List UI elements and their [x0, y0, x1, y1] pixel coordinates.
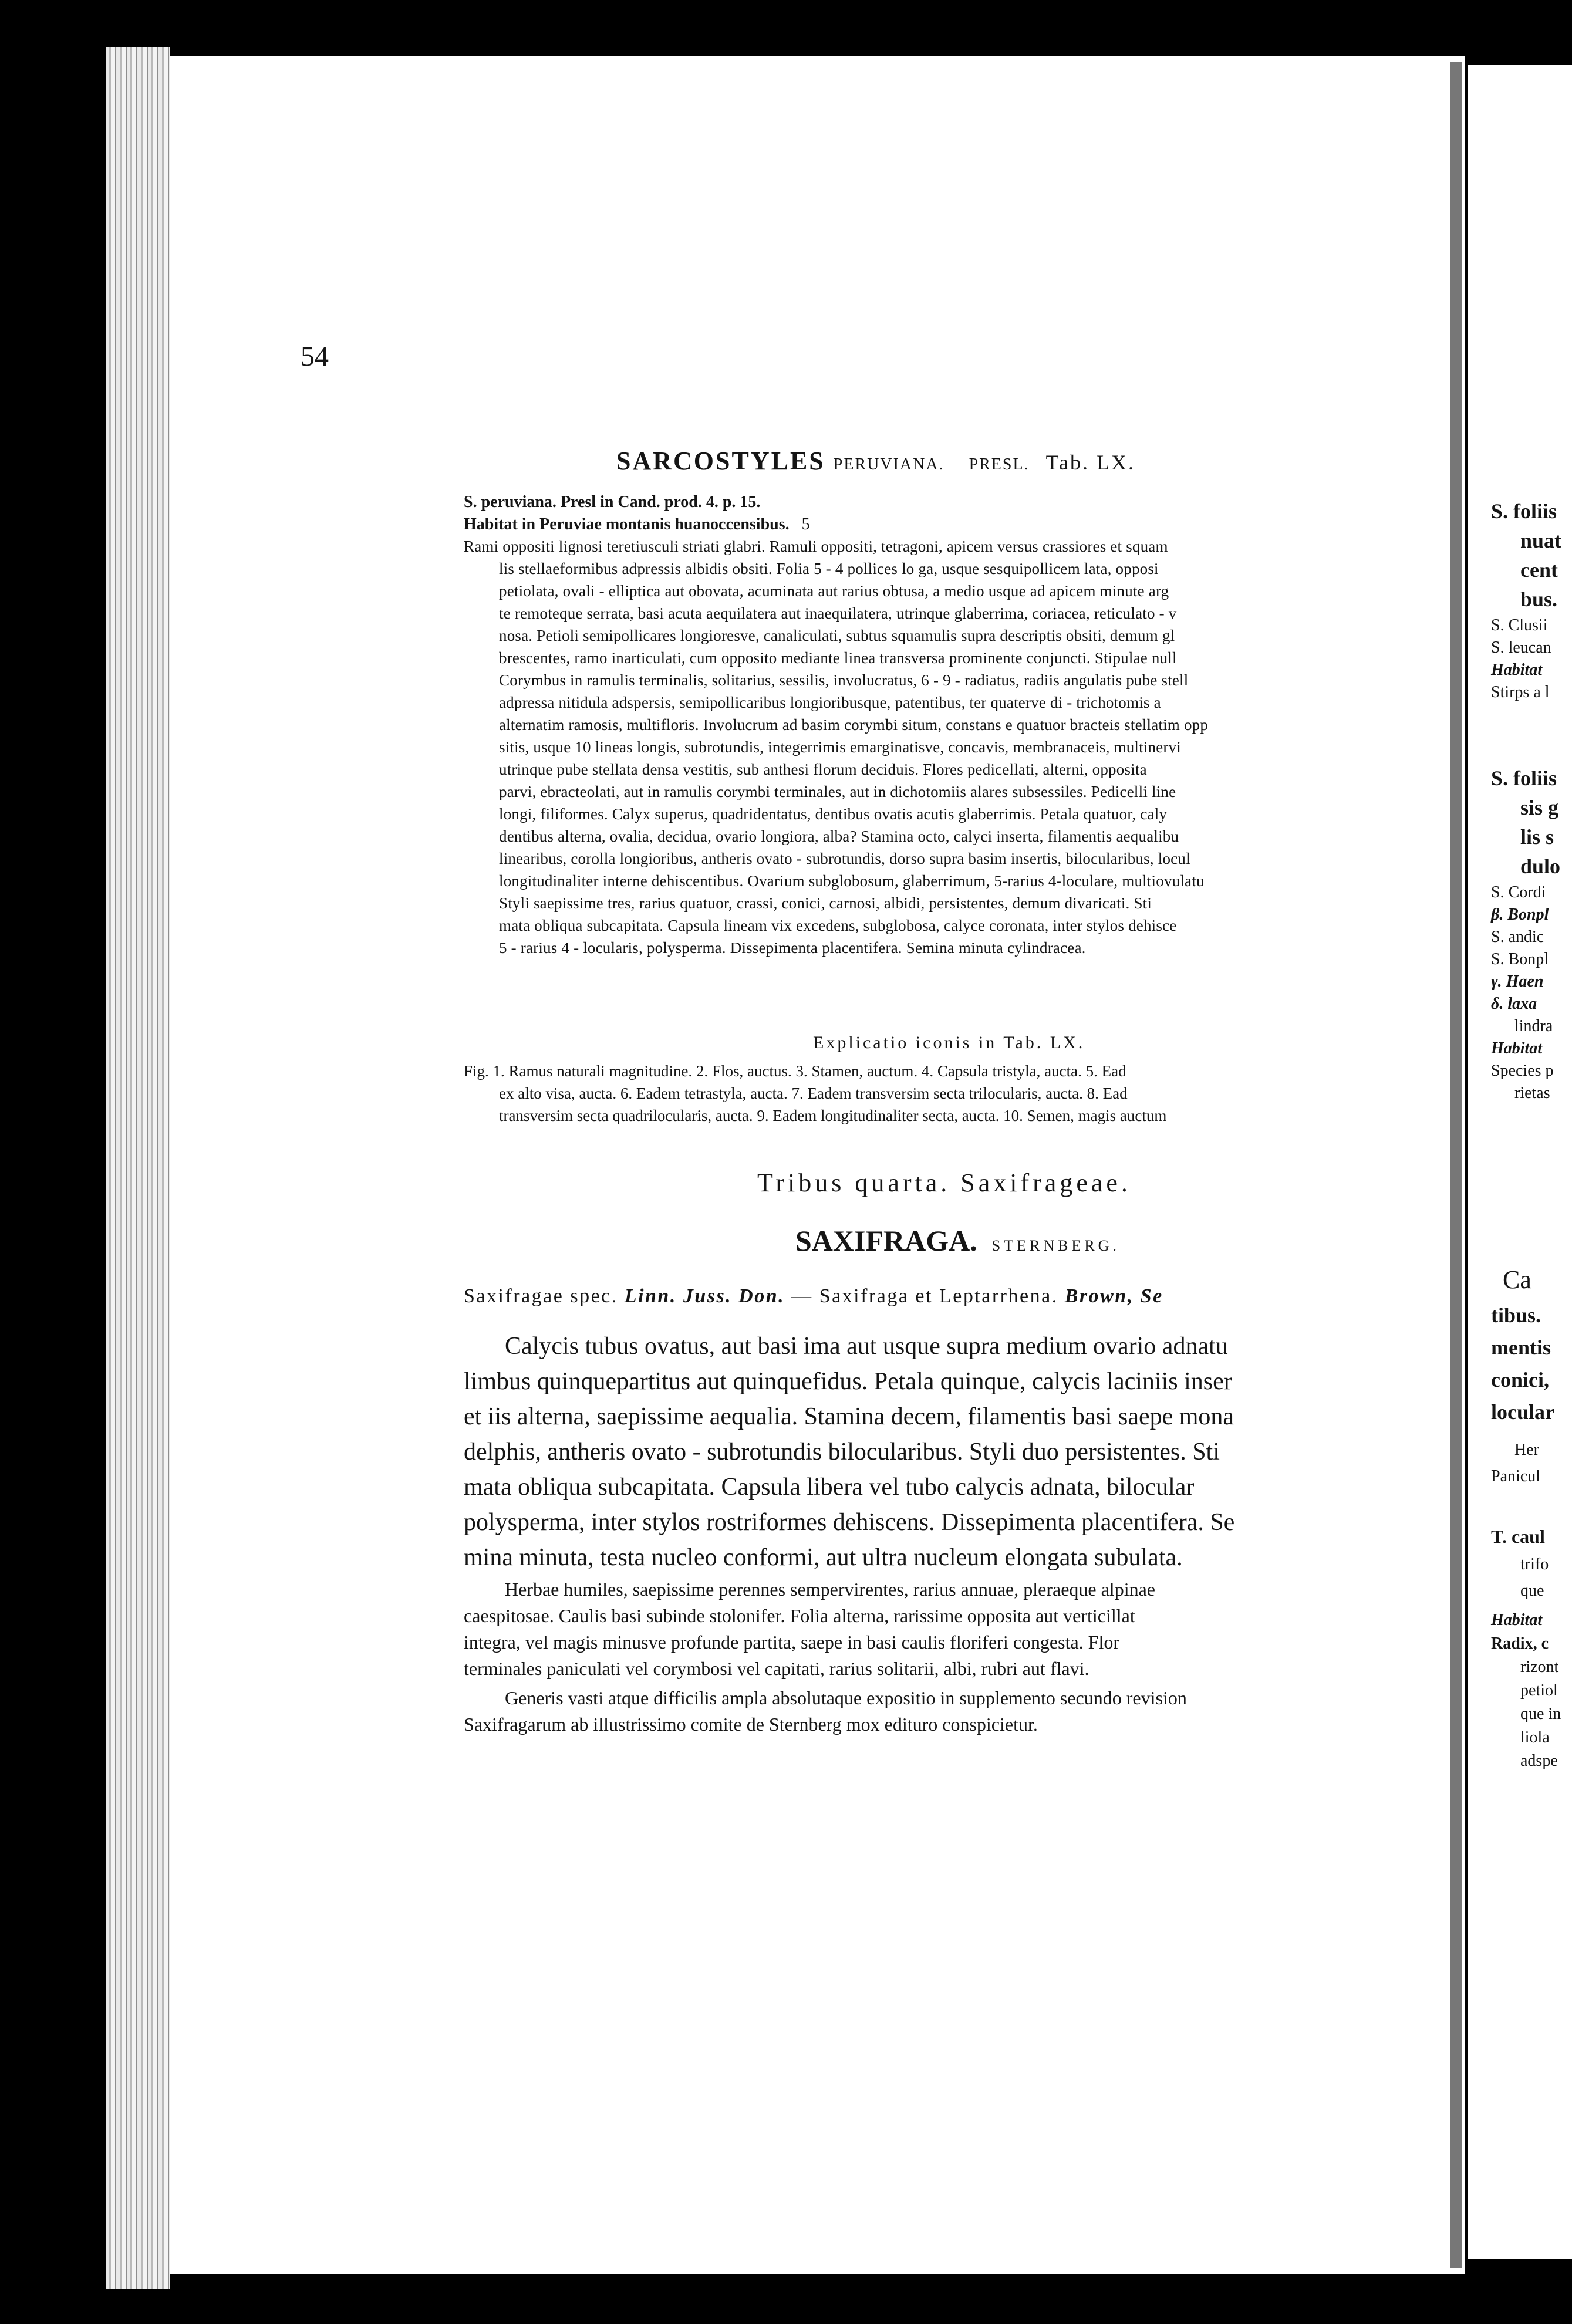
adjacent-fragment: petiol — [1520, 1681, 1558, 1700]
description-line: adpressa nitidula adspersis, semipollicaribus longioribusque, patentibus, ter quaterve di - trichotomis a — [499, 694, 1161, 711]
description-line: dentibus alterna, ovalia, decidua, ovario longiora, alba? Stamina octo, calyci inserta, filamentis aequalibu — [499, 827, 1179, 845]
adjacent-fragment: nuat — [1520, 529, 1562, 552]
saxifraga-author: STERNBERG. — [991, 1237, 1120, 1254]
adjacent-fragment: bus. — [1520, 587, 1558, 611]
description-line: longi, filiformes. Calyx superus, quadridentatus, dentibus ovatis acutis glaberrimis. Petala quatuor, caly — [499, 805, 1168, 823]
adjacent-fragment: que in — [1520, 1705, 1561, 1723]
synonym-name: S. peruviana. — [464, 493, 556, 511]
herbae-line: terminales paniculati vel corymbosi vel capitati, rarius solitarii, albi, rubri aut flavi. — [464, 1658, 1089, 1679]
adjacent-fragment: β. Bonpl — [1491, 906, 1549, 924]
description-line: nosa. Petioli semipollicares longioresve, canaliculati, subtus squamulis supra descriptis obsiti, demum gl — [499, 627, 1175, 644]
explicatio-heading: Explicatio iconis in Tab. LX. — [813, 1033, 1085, 1052]
description-line: lis stellaeformibus adpressis albidis obsiti. Folia 5 - 4 pollices lo ga, usque sesquipollicem lata, opposi — [499, 560, 1159, 577]
adjacent-fragment: Panicul — [1491, 1467, 1540, 1485]
herbae-line: caespitosae. Caulis basi subinde stolonifer. Folia alterna, rarissime opposita aut verticillat — [464, 1605, 1135, 1626]
adjacent-fragment: S. leucan — [1491, 639, 1551, 657]
sarcostyles-genus: SARCOSTYLES — [616, 447, 825, 475]
description-line: utrinque pube stellata densa vestitis, sub anthesi florum deciduis. Flores pedicellati, alterni, opposita — [499, 761, 1147, 778]
adjacent-fragment: Habitat — [1491, 1039, 1543, 1058]
character-line: mata obliqua subcapitata. Capsula libera vel tubo calycis adnata, bilocular — [464, 1474, 1195, 1501]
adjacent-fragment: conici, — [1491, 1368, 1549, 1391]
description-line: sitis, usque 10 lineas longis, subrotundis, integerrimis emarginatisve, concavis, membranaceis, multinervi — [499, 738, 1181, 756]
adjacent-fragment: γ. Haen — [1491, 972, 1544, 991]
adjacent-fragment: rietas — [1514, 1084, 1550, 1102]
description-line: brescentes, ramo inarticulati, cum opposito mediante linea transversa prominente conjuncti. Stipulae null — [499, 649, 1177, 667]
adjacent-fragment: S. andic — [1491, 928, 1544, 946]
sarcostyles-habitat: Habitat in Peruviae montanis huanoccensibus. 5 — [464, 515, 810, 533]
adjacent-fragment: δ. laxa — [1491, 995, 1537, 1013]
adjacent-fragment: lindra — [1514, 1017, 1553, 1035]
habitat-mark: 5 — [801, 515, 810, 533]
description-line: mata obliqua subcapitata. Capsula lineam vix excedens, subglobosa, calyce coronata, inter stylos dehisce — [499, 917, 1177, 934]
saxifraga-heading — [795, 1224, 1120, 1258]
adjacent-fragment: rizont — [1520, 1658, 1559, 1676]
adjacent-fragment: que — [1520, 1582, 1544, 1600]
character-line: et iis alterna, saepissime aequalia. Stamina decem, filamentis basi saepe mona — [464, 1403, 1234, 1430]
adjacent-fragment: adspe — [1520, 1752, 1558, 1770]
adjacent-fragment: S. Bonpl — [1491, 950, 1549, 968]
adjacent-fragment: lis s — [1520, 825, 1554, 849]
character-line: polysperma, inter stylos rostriformes dehiscens. Dissepimenta placentifera. Se — [464, 1509, 1235, 1536]
page-number: 54 — [301, 341, 329, 372]
adjacent-fragment: sis g — [1520, 796, 1559, 819]
sarcostyles-synonym — [464, 493, 760, 512]
character-line: delphis, antheris ovato - subrotundis bilocularibus. Styli duo persistentes. Sti — [464, 1438, 1220, 1465]
description-line: Corymbus in ramulis terminalis, solitarius, sessilis, involucratus, 6 - 9 - radiatus, radiis angulatis pube stell — [499, 671, 1189, 689]
adjacent-fragment: Stirps a l — [1491, 683, 1550, 701]
adjacent-fragment: S. foliis — [1491, 499, 1557, 523]
sarcostyles-tab: Tab. LX. — [1045, 451, 1136, 474]
generis-line: Generis vasti atque difficilis ampla absolutaque expositio in supplemento secundo revision — [505, 1687, 1187, 1708]
description-line: parvi, ebracteolati, aut in ramulis corymbi terminales, aut in dichotomiis alares subsessiles. Pedicelli line — [499, 783, 1176, 800]
character-line: Calycis tubus ovatus, aut basi ima aut usque supra medium ovario adnatu — [505, 1333, 1228, 1360]
sarcostyles-species: PERUVIANA. — [833, 455, 944, 474]
sarcostyles-author: PRESL. — [969, 455, 1030, 474]
adjacent-fragment: Her — [1514, 1441, 1539, 1459]
adjacent-fragment: Species p — [1491, 1062, 1554, 1080]
generis-line: Saxifragarum ab illustrissimo comite de Sternberg mox edituro conspicietur. — [464, 1714, 1038, 1735]
synonym-reference: Presl in Cand. prod. 4. p. 15. — [560, 493, 761, 511]
adjacent-fragment: Habitat — [1491, 661, 1543, 679]
adjacent-fragment: Radix, c — [1491, 1634, 1549, 1653]
adjacent-fragment: liola — [1520, 1728, 1550, 1747]
adjacent-fragment: tibus. — [1491, 1303, 1541, 1327]
scanned-page — [170, 56, 1465, 2274]
description-line: Styli saepissime tres, rarius quatuor, crassi, conici, carnosi, albidi, persistentes, demum divaricati. Sti — [499, 894, 1152, 912]
herbae-line: Herbae humiles, saepissime perennes sempervirentes, rarius annuae, pleraeque alpinae — [505, 1579, 1155, 1600]
adjacent-fragment: S. Clusii — [1491, 616, 1548, 634]
figure-line: Fig. 1. Ramus naturali magnitudine. 2. Flos, auctus. 3. Stamen, auctum. 4. Capsula tristyla, aucta. 5. Ead — [464, 1062, 1126, 1080]
description-line: 5 - rarius 4 - locularis, polysperma. Dissepimenta placentifera. Semina minuta cylindracea. — [499, 939, 1086, 957]
sarcostyles-heading — [616, 446, 1135, 476]
description-line: linearibus, corolla longioribus, antheris ovato - subrotundis, dorso supra basim insertis, bilocularibus, locul — [499, 850, 1190, 867]
description-line: longitudinaliter interne dehiscentibus. Ovarium subglobosum, glaberrimum, 5-rarius 4-loculare, multiovulatu — [499, 872, 1205, 890]
tribe-heading: Tribus quarta. Saxifrageae. — [757, 1168, 1131, 1197]
character-line: mina minuta, testa nucleo conformi, aut ultra nucleum elongata subulata. — [464, 1544, 1183, 1571]
adjacent-fragment: T. caul — [1491, 1526, 1545, 1547]
adjacent-fragment: mentis — [1491, 1336, 1551, 1359]
herbae-line: integra, vel magis minusve profunde partita, saepe in basi caulis floriferi congesta. Flor — [464, 1631, 1119, 1653]
book-spine-edge — [106, 47, 170, 2289]
description-line: alternatim ramosis, multifloris. Involucrum ad basim corymbi situm, constans e quatuor bracteis stellatim opp — [499, 716, 1209, 734]
description-line: te remoteque serrata, basi acuta aequilatera aut inaequilatera, utrinque glaberrima, coriacea, reticulato - v — [499, 604, 1177, 622]
saxifraga-genus: SAXIFRAGA. — [795, 1224, 977, 1257]
figure-line: transversim secta quadrilocularis, aucta. 9. Eadem longitudinaliter secta, aucta. 10. Semen, magis auctum — [499, 1107, 1167, 1124]
adjacent-fragment: locular — [1491, 1400, 1554, 1424]
adjacent-page-strip — [1468, 65, 1572, 2259]
description-line: Rami oppositi lignosi teretiusculi striati glabri. Ramuli oppositi, tetragoni, apicem versus crassiores et squam — [464, 538, 1168, 555]
adjacent-fragment: cent — [1520, 558, 1558, 582]
adjacent-fragment: dulo — [1520, 854, 1561, 878]
saxifraga-synonymy: Saxifragae spec. Linn. Juss. Don. — Saxifraga et Leptarrhena. Brown, Se — [464, 1285, 1163, 1307]
character-line: limbus quinquepartitus aut quinquefidus. Petala quinque, calycis laciniis inser — [464, 1368, 1232, 1395]
figure-line: ex alto visa, aucta. 6. Eadem tetrastyla, aucta. 7. Eadem transversim secta trilocularis, aucta. 8. Ead — [499, 1085, 1128, 1102]
adjacent-fragment: trifo — [1520, 1555, 1549, 1573]
adjacent-fragment: S. foliis — [1491, 766, 1557, 790]
page-gutter-shadow — [1450, 62, 1462, 2268]
adjacent-fragment: S. Cordi — [1491, 883, 1546, 901]
description-line: petiolata, ovali - elliptica aut obovata, acuminata aut rarius obtusa, a medio usque ad apicem minute arg — [499, 582, 1169, 600]
adjacent-fragment: Ca — [1503, 1265, 1531, 1294]
adjacent-fragment: Habitat — [1491, 1611, 1543, 1629]
